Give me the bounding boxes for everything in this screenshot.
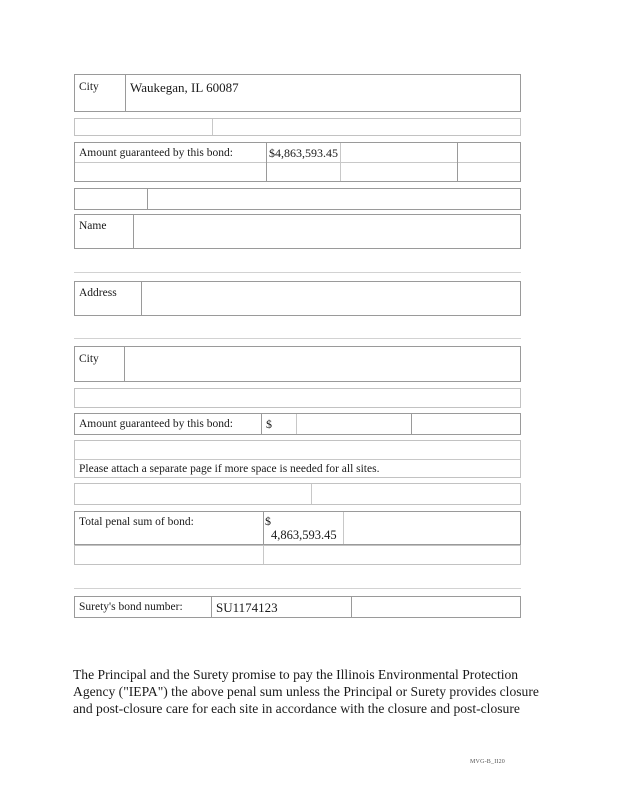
bond-number-value: SU1174123 xyxy=(216,600,278,615)
blank-row-2 xyxy=(74,188,521,210)
attach-note: Please attach a separate page if more space is needed for all sites. xyxy=(79,463,380,475)
site1-city-value: Waukegan, IL 60087 xyxy=(130,80,239,95)
bond-number-label: Surety's bond number: xyxy=(79,601,183,613)
paragraph-line: and post-closure care for each site in accordance with the closure and post-closure xyxy=(73,701,520,716)
penal-sum-value: 4,863,593.45 xyxy=(271,528,337,542)
obligation-paragraph xyxy=(73,666,563,717)
blank-row-4 xyxy=(74,483,521,505)
site2-address-row xyxy=(74,281,521,316)
site2-address-label: Address xyxy=(79,287,117,299)
site2-name-row xyxy=(74,214,521,249)
site1-blank-row xyxy=(74,118,521,136)
site2-amount-row xyxy=(74,413,521,435)
penal-sum-symbol: $ xyxy=(265,514,271,528)
site1-amount-label: Amount guaranteed by this bond: xyxy=(79,147,233,159)
site1-city-row xyxy=(74,74,521,112)
paragraph-line: The Principal and the Surety promise to pay the Illinois Environmental Protection xyxy=(73,667,519,682)
site1-amount-value: $4,863,593.45 xyxy=(269,146,338,160)
penal-sum-row xyxy=(74,511,521,545)
site1-city-label: City xyxy=(79,81,99,93)
site2-city-label: City xyxy=(79,353,99,365)
site2-name-label: Name xyxy=(79,220,107,232)
penal-sum-label: Total penal sum of bond: xyxy=(79,516,194,528)
site2-amount-label: Amount guaranteed by this bond: xyxy=(79,418,233,430)
bond-number-row xyxy=(74,596,521,618)
attach-note-row xyxy=(74,440,521,478)
site2-amount-value: $ xyxy=(266,417,272,431)
site1-amount-row xyxy=(74,142,521,182)
footer-code: MVG-B_II20 xyxy=(470,759,505,765)
paragraph-line: Agency ("IEPA") the above penal sum unless the Principal or Surety provides closure xyxy=(73,684,539,699)
blank-row-5 xyxy=(74,545,521,565)
site2-city-row xyxy=(74,346,521,382)
blank-row-3 xyxy=(74,388,521,408)
